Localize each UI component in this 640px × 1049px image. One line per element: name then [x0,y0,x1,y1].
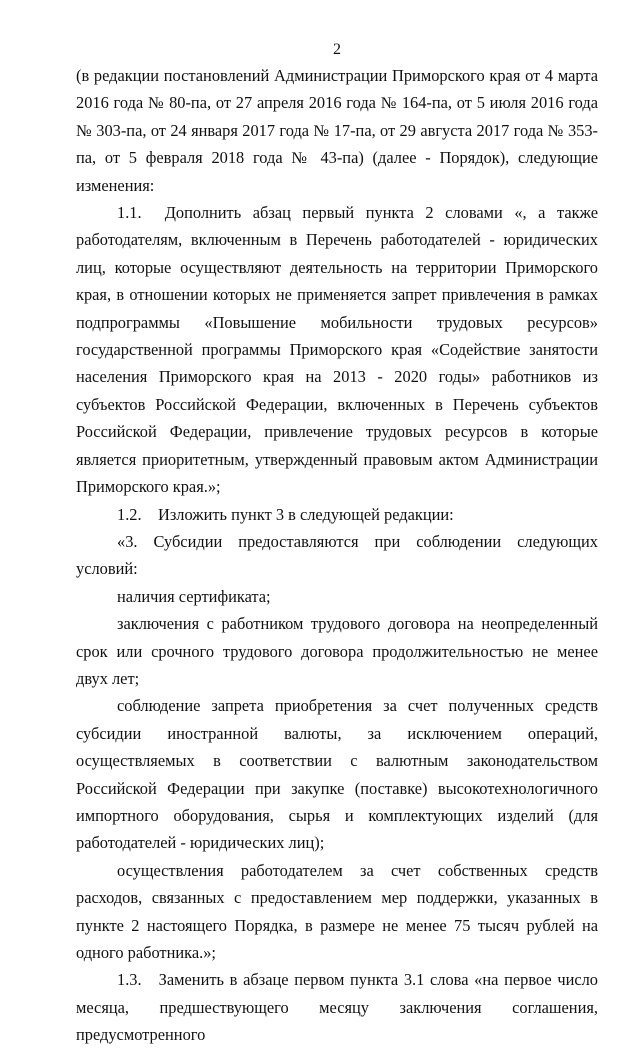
paragraph-employer-expenses: осуществления работодателем за счет собственных средств расходов, связанных с предоставлением мер поддержки, указанных в пункте 2 настоящего Порядка, в размере не менее 75 тысяч рублей на одного работника.»; [76,860,598,962]
paragraph-item-1-1: 1.1. Дополнить абзац первый пункта 2 словами «, а также работодателям, включенным в Перечень работодателей - юридических лиц, которые осуществляют деятельность на территории Приморского края, в отношении которых не применяется запрет привлечения в рамках подпрограммы «Повышение мобильности трудовых ресурсов» государственной программы Приморского края «Содействие занятости населения Приморского края на 2013 - 2020 годы» работников из субъектов Российской Федерации, включенных в Перечень субъектов Российской Федерации, привлечение трудовых ресурсов в которые является приоритетным, утвержденный правовым актом Администрации Приморского края.»; [76,203,598,497]
paragraph-labor-contract: заключения с работником трудового договора на неопределенный срок или срочного трудового договора продолжительностью не менее двух лет; [76,614,598,688]
paragraph-subsidy-conditions: «3. Субсидии предоставляются при соблюдении следующих условий: [76,531,598,579]
paragraph-edition-note: (в редакции постановлений Администрации Приморского края от 4 марта 2016 года № 80-па, от 27 апреля 2016 года № 164-па, от 5 июля 2016 года № 303-па, от 24 января 2017 года № 17-па, от 29 августа 2017 года № 353-па, от 5 февраля 2018 года № 43-па) (далее - Порядок), следующие изменения: [76,66,598,195]
paragraph-item-1-2: 1.2. Изложить пункт 3 в следующей редакции: [117,504,454,524]
document-page [76,40,598,1049]
paragraph-certificate: наличия сертификата; [117,586,271,606]
page-number: 2 [333,41,341,58]
paragraph-item-1-3: 1.3. Заменить в абзаце первом пункта 3.1 слова «на первое число месяца, предшествующего месяцу заключения соглашения, предусмотренного [76,970,598,1045]
paragraph-currency-ban: соблюдение запрета приобретения за счет полученных средств субсидии иностранной валюты, за исключением операций, осуществляемых в соответствии с валютным законодательством Российской Федерации при закупке (поставке) высокотехнологичного импортного оборудования, сырья и комплектующих изделий (для работодателей - юридических лиц); [76,696,598,853]
